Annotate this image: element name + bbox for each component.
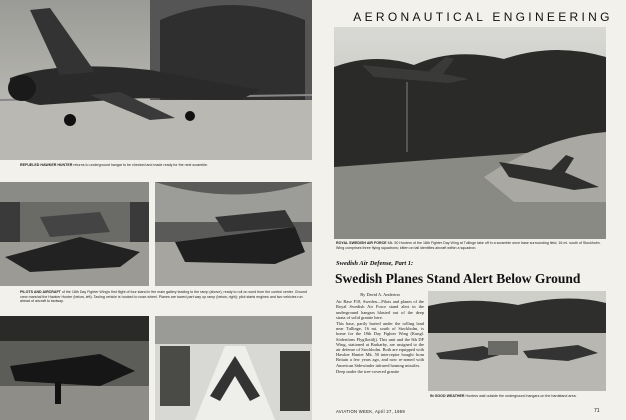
- caption-text: returns to underground hangar to be checked and made ready for the next scramble.: [73, 163, 208, 167]
- gallery-image: [0, 182, 149, 286]
- photo-ramp-tow: [155, 316, 312, 420]
- caption-text: Mk. 50 Hunters of the 18th Fighter Day Wing at Tullinge take off in a scramble once base surrounding field, 16 mi. south of Stockholm. Wing comprises three flying squadrons; kitten on tail identifies aircraft within a squadron.: [336, 241, 601, 250]
- article-paragraph: This base, partly buried under the rolling land near Tullinge, 16 mi. south of Stockholm, is home for the 18th Day Fighter Wing (Kungl. Södertörns Flygflottilj). This unit and the 8th DF Wing, stationed at Barkarby, are assigned to the air defense of Stockholm. Both are equipped with Hawker Hunter Mk. 50 interceptor bought from Britain a few years ago, and now re-armed with American Sidewinder infrared homing missiles.: [336, 321, 424, 368]
- photo-hardstand: [428, 291, 606, 391]
- article-column: [336, 292, 424, 375]
- marshal-image: [0, 316, 149, 420]
- footer-issue: AVIATION WEEK, April 27, 1959: [336, 409, 406, 414]
- caption-text: of the 18th Day Fighter Wing's first flight of four stand in the main gallery leading to the ramp (above), ready to roll on word from the control center. Ground crew marshal the Hawker Hunter (below, left). Taxiing vehicle is hooked to nose-wheel. Planes are towed part way up ramp (below, right); pilot starts engines and two vehicles run ahead of aircraft to taxiway.: [20, 290, 307, 304]
- caption-good-weather: [430, 394, 610, 399]
- photo-main-gallery: [0, 182, 149, 286]
- caption-lead: PILOTS AND AIRCRAFT: [20, 290, 61, 294]
- article-paragraph: Air Base F18, Sweden—Pilots and planes of the Royal Swedish Air Force stand alert in the underground hangars blasted out of the deep strata of solid granite here.: [336, 299, 424, 320]
- article-paragraph: Deep under the tree-covered granite: [336, 368, 400, 374]
- page-number: 71: [594, 408, 600, 414]
- caption-lead: ROYAL SWEDISH AIR FORCE: [336, 241, 387, 245]
- series-label: Swedish Air Defense, Part 1:: [336, 260, 414, 267]
- photo-refueled-hunter: [0, 0, 312, 160]
- page-title: AERONAUTICAL ENGINEERING: [353, 10, 613, 24]
- caption-lead: IN GOOD WEATHER: [430, 394, 465, 398]
- photo-ground-crew: [155, 182, 312, 286]
- ground-crew-image: [155, 182, 312, 286]
- hunter-hangar-image: [0, 0, 312, 160]
- headline: Swedish Planes Stand Alert Below Ground: [335, 271, 581, 286]
- ramp-image: [155, 316, 312, 420]
- caption-refueled-hunter: [20, 163, 310, 168]
- caption-pilots-aircraft: [20, 290, 310, 304]
- photo-marshal-hunter: [0, 316, 149, 420]
- takeoff-image: [334, 27, 606, 239]
- hardstand-image: [428, 291, 606, 391]
- caption-lead: REFUELED HAWKER HUNTER: [20, 163, 73, 167]
- byline: By David A. Anderton: [360, 292, 400, 297]
- caption-royal-swedish: [336, 241, 606, 250]
- caption-text: Hunters wait outside the underground hangars on the hardstand area.: [465, 394, 577, 398]
- photo-scramble-takeoff: [334, 27, 606, 239]
